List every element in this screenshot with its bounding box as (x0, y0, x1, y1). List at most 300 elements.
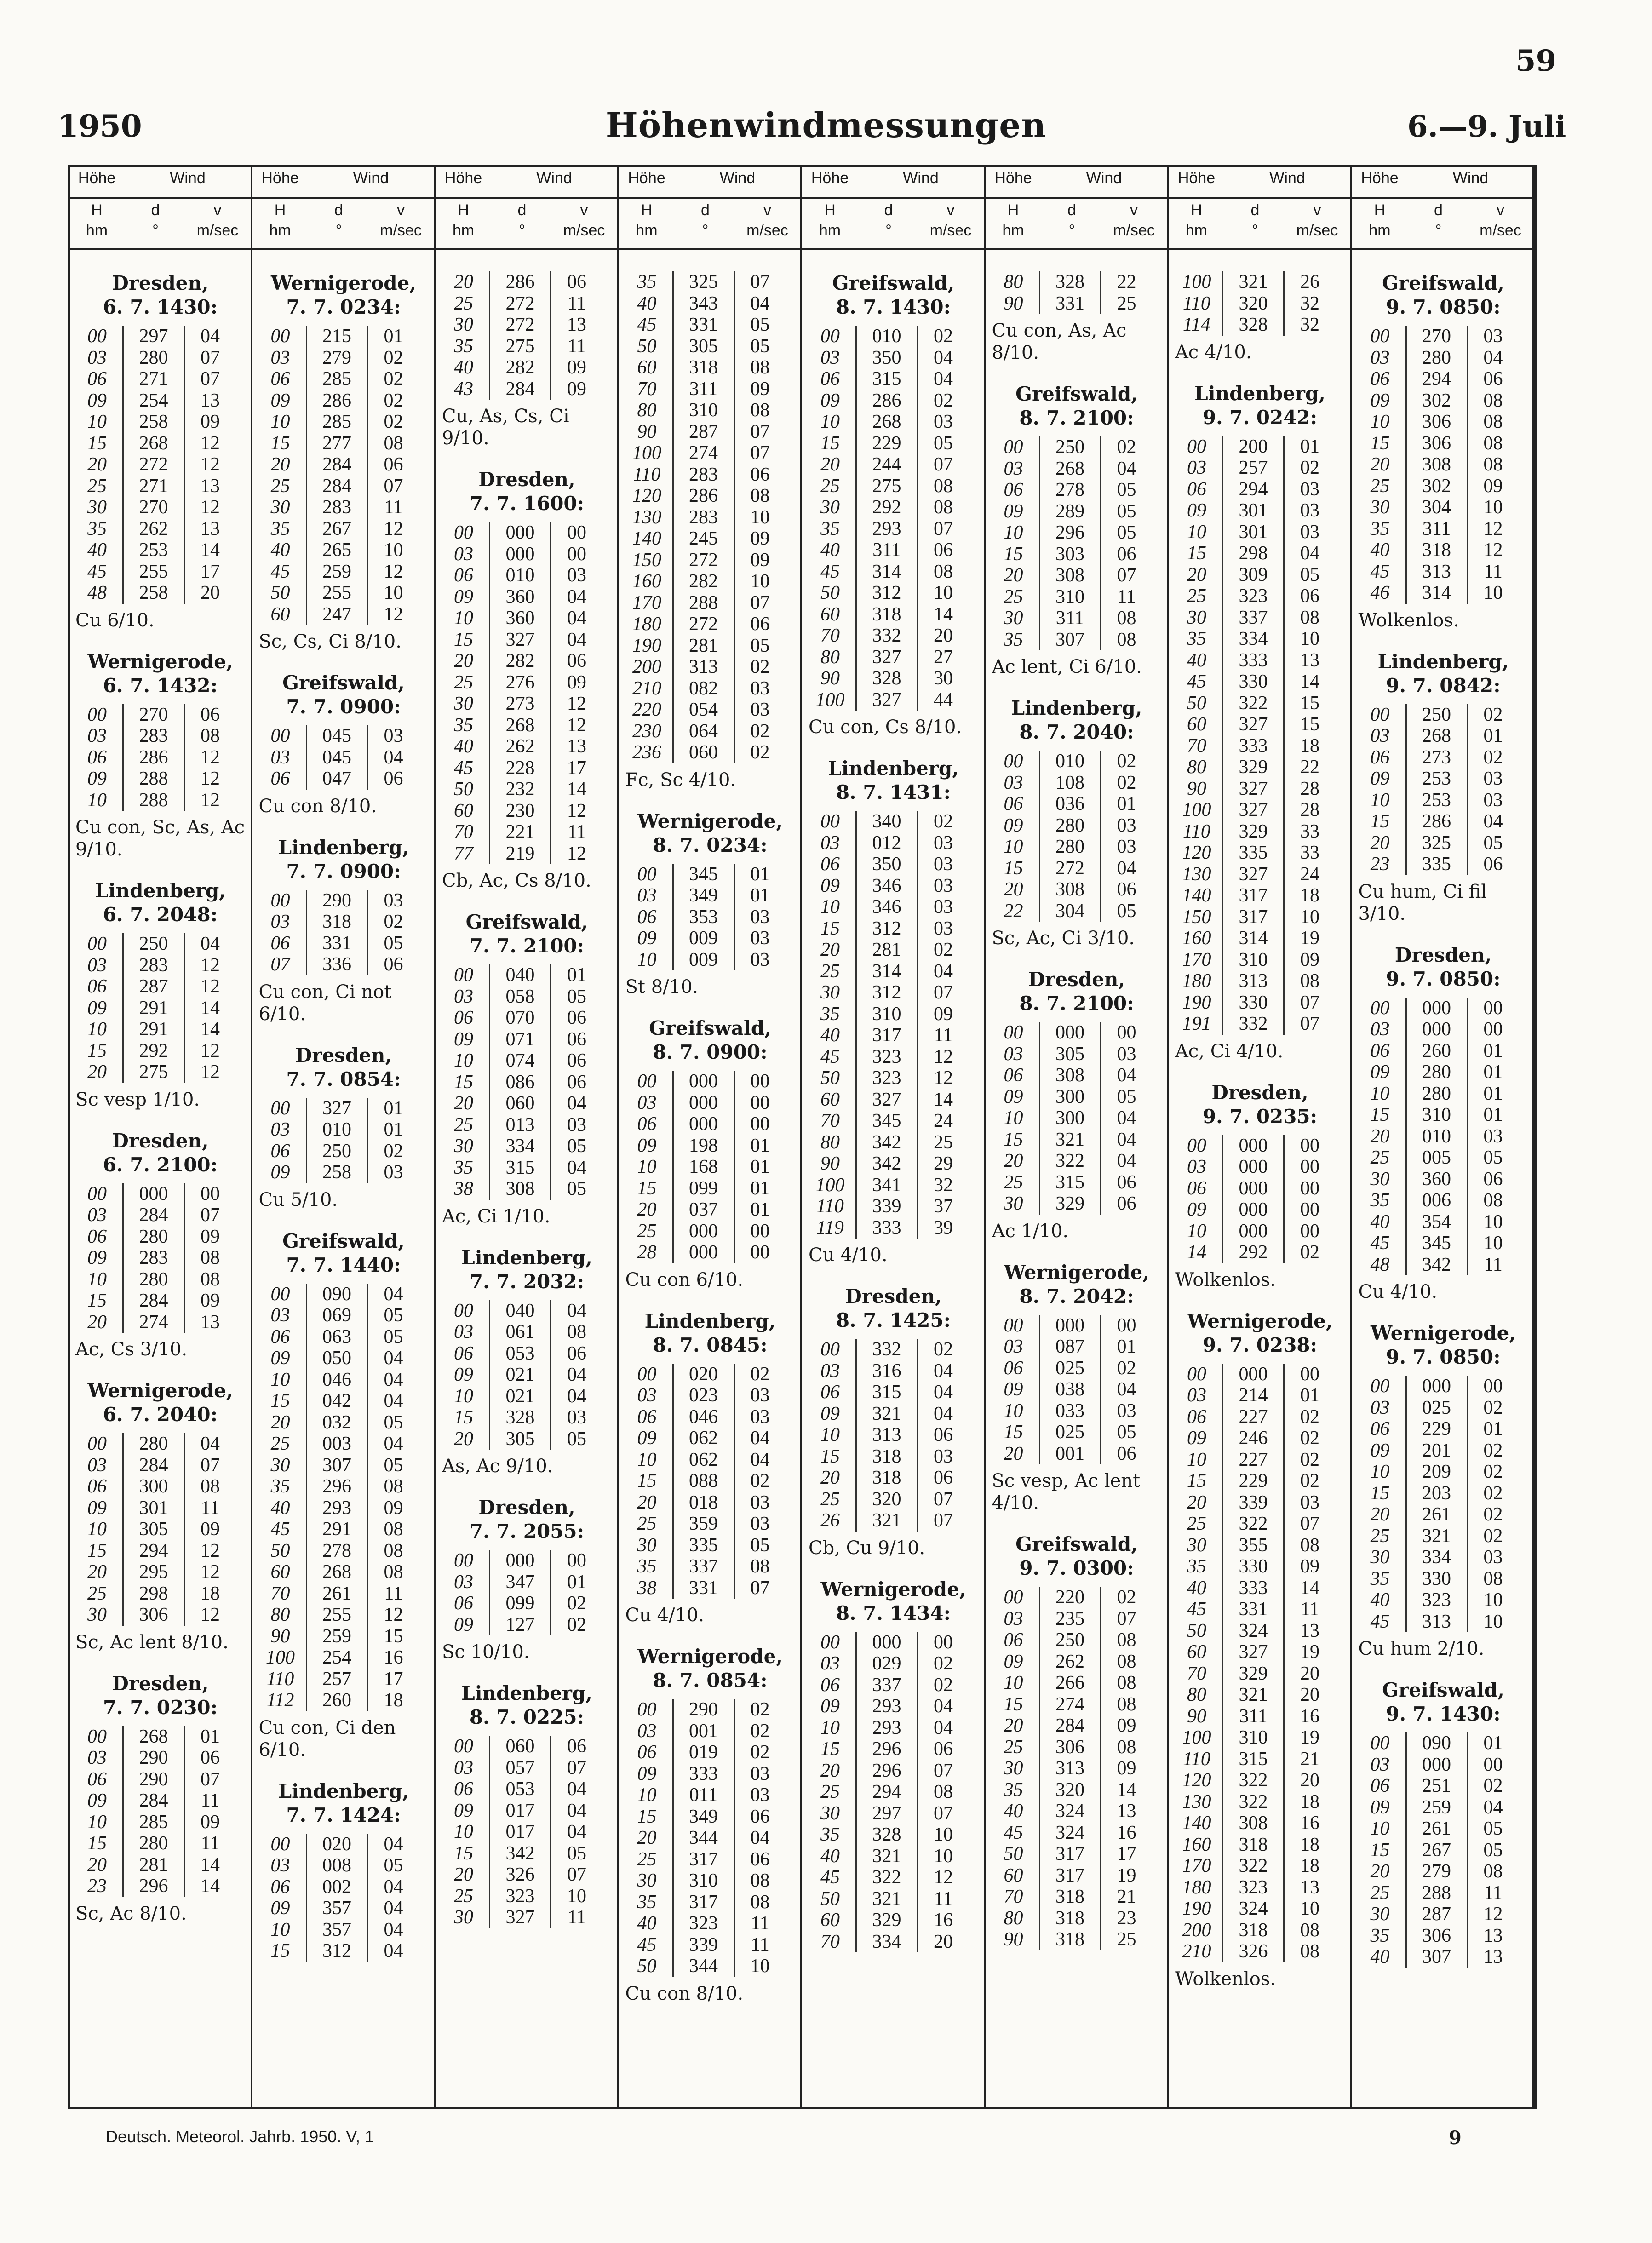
speed-cell: 20 (1300, 1684, 1319, 1705)
direction-cell: 000 (489, 522, 551, 544)
speed-cell: 05 (750, 635, 770, 656)
direction-cell: 323 (1222, 1877, 1285, 1899)
header-deg: ° (335, 222, 342, 239)
direction-cell: 019 (672, 1742, 735, 1763)
speed-cell: 03 (1300, 521, 1319, 543)
speed-cell: 09 (567, 357, 586, 378)
height-cell: 03 (454, 1757, 473, 1778)
table-row (988, 458, 1165, 480)
speed-cell: 14 (1300, 1577, 1319, 1599)
speed-cell: 03 (934, 875, 953, 896)
height-cell: 40 (454, 357, 473, 378)
direction-cell: 000 (672, 1242, 735, 1263)
direction-cell: 310 (672, 1870, 735, 1892)
height-cell: 09 (1004, 500, 1023, 522)
height-cell: 03 (1004, 458, 1023, 479)
table-row (72, 1247, 249, 1269)
height-cell: 35 (87, 518, 107, 539)
table-row (1171, 1877, 1348, 1899)
table-row (805, 918, 982, 940)
speed-cell: 11 (201, 1833, 220, 1854)
speed-cell: 07 (1117, 1608, 1136, 1629)
direction-cell: 270 (122, 497, 185, 518)
height-cell: 150 (632, 549, 661, 571)
height-cell: 236 (632, 742, 661, 763)
direction-cell: 029 (855, 1653, 918, 1675)
height-cell: 00 (1004, 1587, 1023, 1608)
speed-cell: 37 (934, 1196, 953, 1217)
height-cell: 20 (1370, 454, 1390, 475)
direction-cell: 317 (672, 1849, 735, 1870)
speed-cell: 08 (1117, 1693, 1136, 1715)
table-row (72, 497, 249, 518)
direction-cell: 099 (672, 1178, 735, 1199)
speed-cell: 08 (1483, 411, 1503, 432)
speed-cell: 06 (1117, 543, 1136, 565)
speed-cell: 14 (1300, 671, 1319, 692)
direction-cell: 321 (1222, 271, 1285, 293)
table-row (1171, 906, 1348, 928)
height-cell: 15 (454, 1842, 473, 1864)
speed-cell: 02 (384, 411, 403, 432)
speed-cell: 11 (567, 1907, 586, 1928)
speed-cell: 05 (567, 1136, 586, 1157)
table-row (805, 1153, 982, 1175)
speed-cell: 04 (384, 1348, 403, 1369)
speed-cell: 04 (384, 1940, 403, 1962)
speed-cell: 11 (384, 1583, 403, 1604)
direction-cell: 314 (855, 561, 918, 583)
direction-cell: 341 (855, 1175, 918, 1196)
speed-cell: 17 (384, 1668, 403, 1690)
height-cell: 10 (1004, 1672, 1023, 1693)
table-row (1355, 1083, 1532, 1105)
height-cell: 160 (1182, 928, 1211, 949)
direction-cell: 286 (122, 747, 185, 769)
height-cell: 50 (1004, 1843, 1023, 1864)
height-cell: 15 (1370, 1482, 1390, 1504)
table-row (1171, 842, 1348, 864)
direction-cell: 310 (1222, 949, 1285, 971)
table-row (622, 571, 799, 592)
table-row (988, 858, 1165, 879)
header-v: v (397, 201, 405, 219)
speed-cell: 02 (1117, 1587, 1136, 1608)
header-wind: Wind (903, 169, 939, 187)
speed-cell: 19 (1300, 1641, 1319, 1663)
direction-cell: 318 (1039, 1908, 1101, 1929)
height-cell: 45 (820, 1867, 840, 1888)
table-row (622, 906, 799, 928)
speed-cell: 13 (1483, 1925, 1503, 1946)
measurement-block (255, 1229, 432, 1761)
speed-cell: 02 (384, 368, 403, 390)
height-cell: 25 (1004, 1736, 1023, 1758)
direction-cell: 328 (855, 1824, 918, 1846)
table-row (805, 1339, 982, 1360)
direction-cell: 284 (122, 1205, 185, 1226)
speed-cell: 09 (1483, 475, 1503, 497)
table-row (622, 656, 799, 678)
height-cell: 15 (454, 1071, 473, 1093)
table-row (622, 1135, 799, 1157)
speed-cell: 05 (1300, 564, 1319, 585)
direction-cell: 318 (1405, 539, 1468, 561)
speed-cell: 11 (1484, 1254, 1503, 1275)
height-cell: 06 (1187, 1177, 1206, 1199)
direction-cell: 000 (489, 544, 551, 565)
table-row (255, 1855, 432, 1876)
height-cell: 10 (1370, 1461, 1390, 1482)
cloud-note: Sc, Ac lent 8/10. (75, 1631, 229, 1653)
table-row (1355, 1904, 1532, 1925)
speed-cell: 21 (1300, 1748, 1319, 1770)
direction-cell: 271 (122, 368, 185, 390)
cloud-note: Cu 4/10. (625, 1605, 705, 1626)
height-cell: 45 (1004, 1822, 1023, 1843)
height-cell: 03 (270, 911, 290, 932)
measurement-block (255, 671, 432, 817)
height-cell: 20 (1370, 1125, 1390, 1147)
table-row (988, 1400, 1165, 1422)
wind-rows (988, 1315, 1165, 1465)
direction-cell: 262 (489, 736, 551, 757)
measurement-block (988, 1261, 1165, 1514)
height-cell: 60 (270, 603, 290, 625)
height-cell: 09 (820, 875, 840, 896)
table-row (805, 539, 982, 561)
height-cell: 45 (637, 314, 657, 335)
height-cell: 20 (1370, 832, 1390, 854)
speed-cell: 44 (934, 689, 953, 711)
height-cell: 00 (87, 1183, 107, 1205)
header-hm: hm (1369, 222, 1391, 239)
speed-cell: 10 (750, 506, 770, 528)
table-row (1355, 518, 1532, 540)
date-range: 6.—9. Juli (1407, 109, 1566, 144)
speed-cell: 06 (1117, 1171, 1136, 1193)
speed-cell: 12 (201, 1561, 220, 1583)
wind-rows (438, 1300, 615, 1450)
speed-cell: 03 (567, 565, 586, 586)
height-cell: 06 (637, 1742, 657, 1763)
direction-cell: 253 (122, 539, 185, 561)
table-row (988, 901, 1165, 922)
measurement-block (622, 1016, 799, 1291)
observation-time: 7. 7. 2032: (469, 1270, 585, 1293)
table-row (622, 1156, 799, 1178)
speed-cell: 06 (201, 1747, 220, 1768)
wind-rows (72, 326, 249, 604)
speed-cell: 05 (384, 1855, 403, 1876)
speed-cell: 18 (1300, 1834, 1319, 1855)
table-row (72, 1769, 249, 1790)
speed-cell: 10 (1300, 628, 1319, 649)
table-row (805, 875, 982, 897)
height-cell: 09 (1187, 500, 1206, 521)
height-cell: 10 (454, 608, 473, 629)
speed-cell: 04 (567, 1821, 586, 1842)
height-cell: 00 (820, 811, 840, 832)
height-cell: 35 (454, 1157, 473, 1178)
table-row (1355, 390, 1532, 412)
speed-cell: 18 (1300, 1791, 1319, 1813)
direction-cell: 360 (489, 586, 551, 608)
direction-cell: 332 (855, 1339, 918, 1360)
speed-cell: 03 (1117, 1400, 1136, 1422)
speed-cell: 12 (201, 976, 220, 997)
observation-time: 6. 7. 1432: (103, 674, 218, 697)
table-row (1355, 832, 1532, 854)
height-cell: 09 (87, 768, 107, 789)
speed-cell: 08 (750, 400, 770, 421)
table-row (255, 911, 432, 933)
table-row (1355, 476, 1532, 497)
height-cell: 35 (820, 1003, 840, 1025)
table-row (72, 998, 249, 1019)
height-cell: 25 (637, 1848, 657, 1870)
table-row (1355, 347, 1532, 369)
speed-cell: 03 (567, 1407, 586, 1428)
height-cell: 06 (1370, 1040, 1390, 1061)
direction-cell: 286 (855, 390, 918, 412)
direction-cell: 329 (1222, 1663, 1285, 1685)
direction-cell: 321 (1222, 1684, 1285, 1706)
height-cell: 10 (1370, 1818, 1390, 1839)
direction-cell: 260 (1405, 1040, 1468, 1062)
direction-cell: 009 (672, 928, 735, 949)
direction-cell: 271 (122, 476, 185, 497)
table-row (1171, 1556, 1348, 1578)
speed-cell: 09 (750, 549, 770, 571)
table-row (622, 550, 799, 571)
speed-cell: 04 (1117, 1150, 1136, 1171)
direction-cell: 025 (1039, 1358, 1101, 1379)
direction-cell: 274 (1039, 1694, 1101, 1715)
table-row (72, 1061, 249, 1083)
direction-cell: 280 (122, 1833, 185, 1854)
height-cell: 15 (820, 432, 840, 454)
direction-cell: 215 (306, 326, 368, 347)
height-cell: 10 (1370, 411, 1390, 432)
station-column (1171, 271, 1348, 2008)
height-cell: 30 (454, 693, 473, 714)
direction-cell: 000 (1405, 998, 1468, 1019)
direction-cell: 332 (855, 625, 918, 647)
speed-cell: 04 (934, 1403, 953, 1424)
direction-cell: 283 (122, 955, 185, 976)
speed-cell: 02 (1300, 1242, 1319, 1263)
speed-cell: 05 (750, 1534, 770, 1556)
observation-time: 8. 7. 2042: (1019, 1285, 1134, 1308)
direction-cell: 322 (1222, 693, 1285, 714)
height-cell: 00 (270, 1283, 290, 1305)
table-row (1171, 1706, 1348, 1727)
height-cell: 60 (820, 1910, 840, 1931)
height-cell: 40 (270, 1497, 290, 1519)
column-separator (800, 165, 802, 2109)
table-row (438, 757, 615, 779)
speed-cell: 06 (567, 1071, 586, 1093)
direction-cell: 315 (855, 1382, 918, 1403)
direction-cell: 260 (306, 1690, 368, 1711)
speed-cell: 10 (934, 1824, 953, 1845)
cloud-note: As, Ac 9/10. (442, 1456, 553, 1477)
wind-rows (255, 725, 432, 790)
direction-cell: 272 (1039, 858, 1101, 879)
direction-cell: 280 (1405, 347, 1468, 369)
table-row (988, 1694, 1165, 1715)
speed-cell: 07 (567, 1757, 586, 1778)
speed-cell: 07 (750, 271, 770, 293)
direction-cell: 306 (1405, 433, 1468, 454)
speed-cell: 07 (1300, 1513, 1319, 1534)
speed-cell: 01 (1483, 1418, 1503, 1440)
header-hoehe: Höhe (1361, 169, 1399, 187)
direction-cell: 060 (489, 1736, 551, 1757)
speed-cell: 12 (201, 954, 220, 976)
table-row (438, 800, 615, 822)
table-row (438, 314, 615, 336)
measurement-block (622, 809, 799, 998)
speed-cell: 32 (1300, 293, 1319, 314)
height-cell: 15 (1004, 1693, 1023, 1715)
table-row (1171, 1813, 1348, 1834)
table-row (622, 1827, 799, 1849)
table-row (72, 539, 249, 561)
station-column (438, 271, 615, 1947)
direction-cell: 099 (489, 1593, 551, 1614)
table-row (255, 1669, 432, 1690)
table-row (805, 497, 982, 518)
height-cell: 15 (820, 1738, 840, 1760)
speed-cell: 03 (750, 1784, 770, 1806)
table-row (1355, 1211, 1532, 1233)
table-row (988, 1315, 1165, 1337)
speed-cell: 16 (384, 1647, 403, 1668)
direction-cell: 040 (489, 964, 551, 986)
direction-cell: 250 (306, 1141, 368, 1162)
speed-cell: 12 (934, 1867, 953, 1888)
direction-cell: 342 (855, 1153, 918, 1175)
table-row (805, 647, 982, 668)
speed-cell: 03 (934, 1446, 953, 1467)
direction-cell: 003 (306, 1433, 368, 1455)
speed-cell: 02 (1117, 751, 1136, 772)
table-row (988, 522, 1165, 544)
table-row (1171, 1855, 1348, 1877)
station-name: Dresden, (112, 272, 209, 294)
direction-cell: 327 (855, 689, 918, 711)
speed-cell: 06 (934, 539, 953, 561)
direction-cell: 308 (1039, 1065, 1101, 1086)
height-cell: 30 (1187, 1534, 1206, 1556)
direction-cell: 060 (489, 1093, 551, 1114)
speed-cell: 04 (384, 1433, 403, 1454)
height-cell: 40 (820, 1025, 840, 1046)
direction-cell: 232 (489, 779, 551, 800)
wind-rows (1171, 1364, 1348, 1962)
table-row (438, 1736, 615, 1757)
height-cell: 20 (1187, 1492, 1206, 1513)
direction-cell: 293 (306, 1497, 368, 1519)
height-cell: 03 (270, 1305, 290, 1326)
direction-cell: 304 (1405, 497, 1468, 518)
header-h: H (1191, 201, 1202, 219)
speed-cell: 12 (384, 1604, 403, 1625)
direction-cell: 360 (1405, 1169, 1468, 1190)
direction-cell: 328 (489, 1407, 551, 1428)
observation-time: 8. 7. 1431: (836, 781, 951, 803)
direction-cell: 327 (855, 647, 918, 668)
table-row (1355, 582, 1532, 604)
height-cell: 06 (454, 1778, 473, 1800)
direction-cell: 291 (122, 998, 185, 1019)
speed-cell: 11 (1484, 561, 1503, 582)
direction-cell: 331 (672, 1578, 735, 1599)
direction-cell: 270 (122, 704, 185, 726)
table-row (1171, 1470, 1348, 1492)
direction-cell: 301 (1222, 500, 1285, 522)
header-d: d (334, 201, 343, 219)
direction-cell: 281 (122, 1854, 185, 1876)
observation-time: 7. 7. 0900: (286, 860, 401, 883)
table-row (438, 544, 615, 565)
height-cell: 20 (87, 1854, 107, 1876)
direction-cell: 307 (306, 1455, 368, 1476)
height-cell: 80 (820, 1131, 840, 1153)
height-cell: 00 (1370, 704, 1390, 725)
speed-cell: 01 (750, 885, 770, 906)
measurement-block (805, 1578, 982, 1953)
table-row (622, 1742, 799, 1763)
direction-cell: 320 (1039, 1779, 1101, 1801)
speed-cell: 00 (750, 1071, 770, 1092)
direction-cell: 283 (122, 1247, 185, 1269)
direction-cell: 285 (122, 1812, 185, 1833)
table-row (622, 1385, 799, 1406)
table-row (805, 1424, 982, 1446)
observation-time: 6. 7. 2100: (103, 1153, 218, 1176)
height-cell: 25 (820, 1781, 840, 1802)
wind-rows (622, 1364, 799, 1599)
direction-cell: 261 (306, 1583, 368, 1605)
direction-cell: 325 (1405, 832, 1468, 854)
speed-cell: 08 (1117, 1672, 1136, 1693)
speed-cell: 12 (1483, 518, 1503, 539)
table-row (622, 721, 799, 742)
table-row (72, 1205, 249, 1226)
observation-time: 9. 7. 0850: (1386, 296, 1501, 318)
direction-cell: 355 (1222, 1535, 1285, 1556)
direction-cell: 327 (1222, 864, 1285, 885)
table-row (622, 1721, 799, 1742)
height-cell: 30 (454, 1136, 473, 1157)
height-cell: 20 (820, 1760, 840, 1781)
speed-cell: 28 (1300, 799, 1319, 820)
direction-cell: 331 (306, 933, 368, 954)
speed-cell: 11 (567, 821, 586, 843)
table-row (1355, 454, 1532, 476)
table-row (1171, 543, 1348, 564)
height-cell: 09 (1370, 1440, 1390, 1461)
direction-cell: 353 (672, 906, 735, 928)
height-cell: 00 (454, 1736, 473, 1757)
direction-cell: 315 (855, 368, 918, 390)
wind-rows (805, 811, 982, 1239)
height-cell: 190 (1182, 992, 1211, 1013)
speed-cell: 04 (750, 1428, 770, 1449)
